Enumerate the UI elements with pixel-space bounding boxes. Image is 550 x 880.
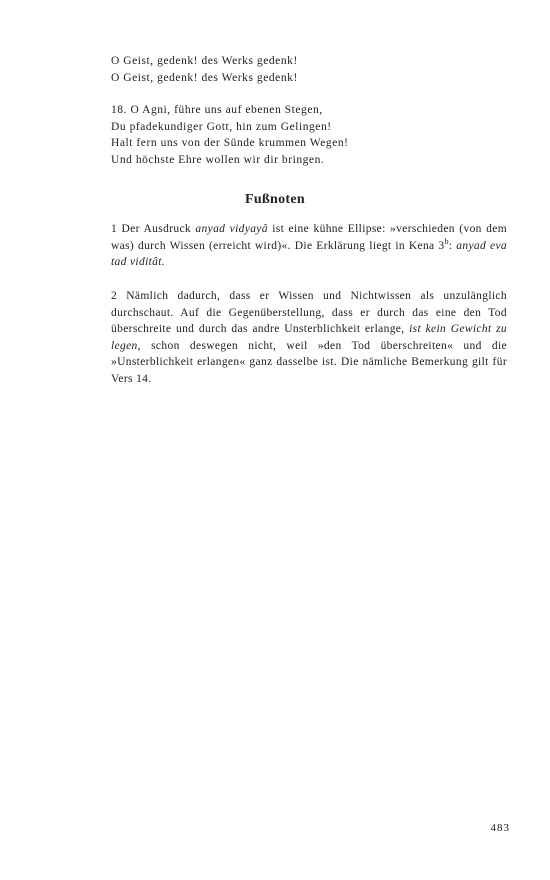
verse-line: O Geist, gedenk! des Werks gedenk! — [111, 55, 298, 67]
footnote-italic: anyad eva tad viditât. — [111, 239, 507, 268]
footnote-1 — [111, 221, 507, 271]
footnotes-heading: Fußnoten — [245, 192, 305, 207]
footnote-2 — [111, 288, 507, 387]
footnote-italic: anyad vidyayâ — [195, 223, 268, 235]
footnote-superscript: b — [444, 236, 449, 246]
footnote-text: 1 Der Ausdruck — [111, 223, 196, 235]
page-number: 483 — [490, 822, 510, 834]
footnote-text: schon deswegen nicht, weil »den Tod überschreiten« und die »Unsterblichkeit erlangen« ganz dasselbe ist. Die nämliche Bemerkung gilt für Vers 14. — [111, 339, 507, 385]
footnote-text: : — [448, 239, 457, 252]
footnote-text: ist eine kühne Ellipse: »verschieden (von dem was) durch Wissen (erreicht wird)«. Die Erklärung liegt in Kena 3 — [111, 223, 507, 252]
verse-line: O Geist, gedenk! des Werks gedenk! — [111, 71, 298, 84]
verse-refrain — [111, 53, 411, 86]
footnote-text: 2 Nämlich dadurch, dass er Wissen und Nichtwissen als unzulänglich durchschaut. Auf die Gegenüberstellung, dass er durch das eine den Tod überschreite und durch das andre Unsterblichkeit erlange, — [111, 290, 507, 335]
verse-line: Du pfadekundiger Gott, hin zum Gelingen! — [111, 120, 332, 133]
footnote-italic: ist kein Gewicht zu legen, — [111, 323, 508, 352]
verse-line: Und höchste Ehre wollen wir dir bringen. — [111, 153, 325, 166]
verse-line: Halt fern uns von der Sünde krummen Wegen! — [111, 137, 349, 149]
verse-line: 18. O Agni, führe uns auf ebenen Stegen, — [111, 104, 323, 116]
verse-18 — [111, 102, 411, 168]
